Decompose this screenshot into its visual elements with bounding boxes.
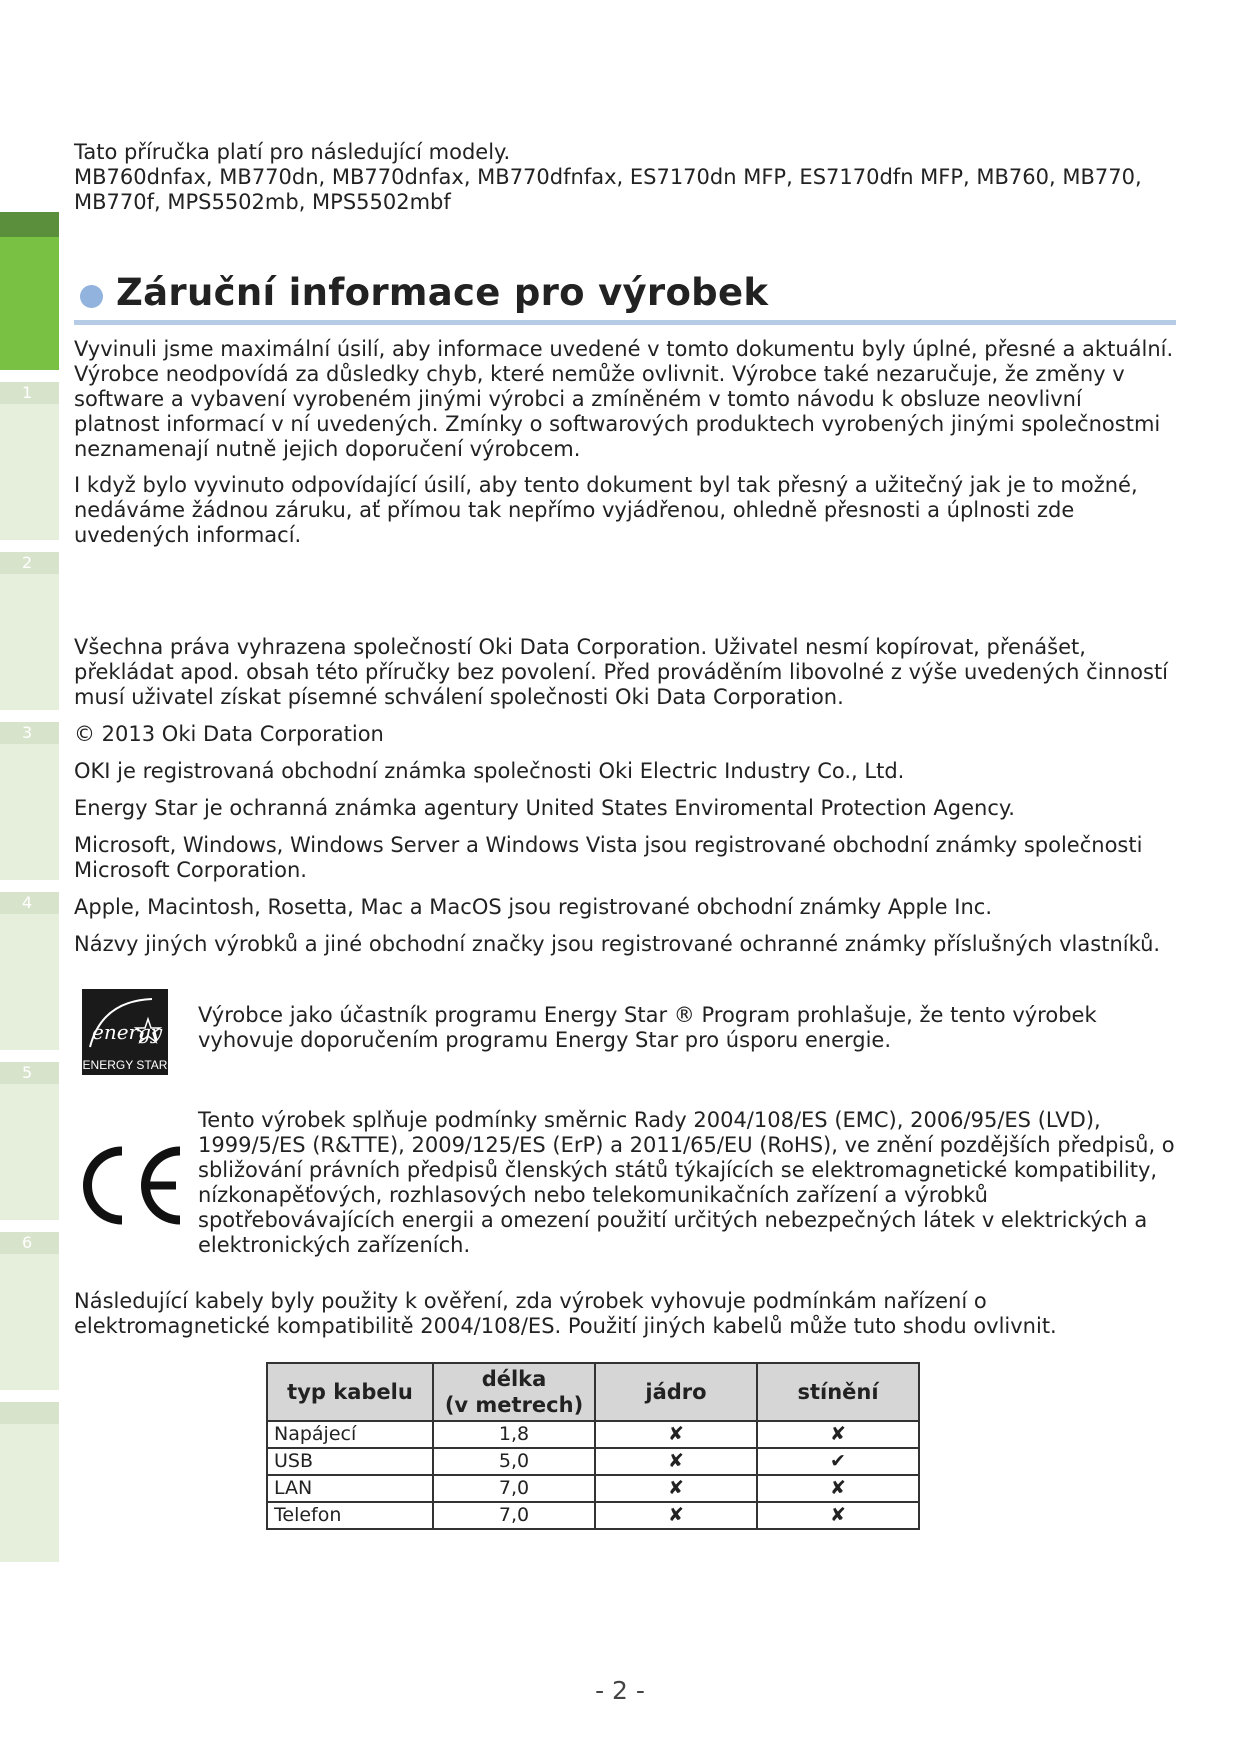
cell-shield-cross-icon: ✘ <box>757 1475 919 1502</box>
cables-table <box>266 1362 920 1530</box>
header-length-unit: (v metrech) <box>444 1393 584 1417</box>
energy-star-emblem-icon <box>82 989 168 1057</box>
oki-trademark: OKI je registrovaná obchodní známka společnosti Oki Electric Industry Co., Ltd. <box>74 759 905 783</box>
chapter-tab-number: 3 <box>0 722 59 744</box>
cell-core-cross-icon: ✘ <box>595 1502 757 1529</box>
cell-length: 5,0 <box>433 1448 595 1475</box>
chapter-tab-active[interactable] <box>0 212 59 370</box>
table-header-row <box>267 1363 919 1421</box>
copyright-line: © 2013 Oki Data Corporation <box>74 722 384 746</box>
cell-type: LAN <box>267 1475 433 1502</box>
apple-trademark: Apple, Macintosh, Rosetta, Mac a MacOS jsou registrované obchodní známky Apple Inc. <box>74 895 993 919</box>
chapter-tab-5[interactable] <box>0 1062 59 1220</box>
header-core: jádro <box>595 1363 757 1421</box>
cell-core-cross-icon: ✘ <box>595 1448 757 1475</box>
chapter-tab-number: 6 <box>0 1232 59 1254</box>
chapter-tab-number: 4 <box>0 892 59 914</box>
chapter-tab-6[interactable] <box>0 1232 59 1390</box>
cell-length: 7,0 <box>433 1502 595 1529</box>
header-length-label: délka <box>481 1367 547 1391</box>
ce-statement: Tento výrobek splňuje podmínky směrnic Rady 2004/108/ES (EMC), 2006/95/ES (LVD), 1999/5/ES (R&TTE), 2009/125/ES (ErP) a 2011/65/EU (RoHS), ve znění pozdějších předpisů, o sbližování právních předpisů členských států týkajících se elektromagnetické kompatibility, nízkonapěťových, rozhlasových nebo telekomunikačních zařízení a výrobků spotřebovávajících energii a omezení použití určitých nebezpečných látek v elektrických a elektronických zařízeních. <box>198 1108 1175 1257</box>
energy-star-trademark: Energy Star je ochranná známka agentury United States Enviromental Protection Agency. <box>74 796 1015 820</box>
table-row <box>267 1502 919 1529</box>
chapter-tab-active-bar <box>0 212 59 237</box>
cell-core-cross-icon: ✘ <box>595 1421 757 1448</box>
table-row <box>267 1448 919 1475</box>
cell-type: Telefon <box>267 1502 433 1529</box>
warranty-paragraph-1: Vyvinuli jsme maximální úsilí, aby informace uvedené v tomto dokumentu byly úplné, přesné a aktuální. Výrobce neodpovídá za důsledky chyb, které nemůže ovlivnit. Výrobce také nezaručuje, že změny v software a vybavení vyrobeném jinými výrobci a zmíněném v tomto návodu k obsluze neovlivní platnost informací v ní uvedených. Zmínky o softwarových produktech vyrobených jinými společnostmi neznamenají nutně jejich doporučení výrobcem. <box>74 337 1174 461</box>
heading-underline <box>74 320 1176 325</box>
header-type: typ kabelu <box>267 1363 433 1421</box>
energy-star-statement: Výrobce jako účastník programu Energy Star ® Program prohlašuje, že tento výrobek vyhovuje doporučením programu Energy Star pro úsporu energie. <box>198 1003 1097 1052</box>
cell-type: USB <box>267 1448 433 1475</box>
chapter-tab-4[interactable] <box>0 892 59 1050</box>
models-list-line-1: MB760dnfax, MB770dn, MB770dnfax, MB770dfnfax, ES7170dn MFP, ES7170dfn MFP, MB760, MB770, <box>74 165 1142 189</box>
cables-intro: Následující kabely byly použity k ověření, zda výrobek vyhovuje podmínkám nařízení o elektromagnetické kompatibilitě 2004/108/ES. Použití jiných kabelů může tuto shodu ovlivnit. <box>74 1289 1057 1338</box>
section-title: Záruční informace pro výrobek <box>116 271 769 314</box>
chapter-tab-1[interactable] <box>0 382 59 540</box>
header-shield: stínění <box>757 1363 919 1421</box>
energy-star-logo <box>82 989 168 1075</box>
section-heading <box>74 268 1176 324</box>
cell-shield-cross-icon: ✘ <box>757 1421 919 1448</box>
rights-paragraph: Všechna práva vyhrazena společností Oki Data Corporation. Uživatel nesmí kopírovat, přenášet, překládat apod. obsah této příručky bez povolení. Před prováděním libovolné z výše uvedených činností musí uživatel získat písemné schválení společnosti Oki Data Corporation. <box>74 635 1169 709</box>
microsoft-trademark: Microsoft, Windows, Windows Server a Windows Vista jsou registrované obchodní známky společnosti Microsoft Corporation. <box>74 833 1143 882</box>
warranty-paragraph-2: I když bylo vyvinuto odpovídající úsilí, aby tento dokument byl tak přesný a užitečný jak je to možné, nedáváme žádnou záruku, ať přímou tak nepřímo vyjádřenou, ohledně přesnosti a úplnosti zde uvedených informací. <box>74 473 1138 547</box>
chapter-tab-2[interactable] <box>0 552 59 710</box>
chapter-tab-3[interactable] <box>0 722 59 880</box>
models-intro: Tato příručka platí pro následující modely. <box>74 140 511 164</box>
header-length <box>433 1363 595 1421</box>
table-row <box>267 1475 919 1502</box>
cell-core-cross-icon: ✘ <box>595 1475 757 1502</box>
models-list-line-2: MB770f, MPS5502mb, MPS5502mbf <box>74 190 451 214</box>
cell-shield-check-icon: ✔ <box>757 1448 919 1475</box>
cell-shield-cross-icon: ✘ <box>757 1502 919 1529</box>
chapter-tab-index[interactable] <box>0 1402 59 1562</box>
energy-star-logo-text: ENERGY STAR <box>82 1058 168 1072</box>
chapter-tab-index-bar <box>0 1402 59 1424</box>
page-number: - 2 - <box>595 1676 645 1705</box>
chapter-tab-number: 2 <box>0 552 59 574</box>
chapter-tab-number: 1 <box>0 382 59 404</box>
cell-length: 7,0 <box>433 1475 595 1502</box>
energy-star-script: energy <box>92 1020 163 1044</box>
cell-length: 1,8 <box>433 1421 595 1448</box>
bullet-dot-icon <box>80 285 103 308</box>
other-trademarks: Názvy jiných výrobků a jiné obchodní značky jsou registrované ochranné známky příslušných vlastníků. <box>74 932 1161 956</box>
table-row <box>267 1421 919 1448</box>
chapter-tab-number: 5 <box>0 1062 59 1084</box>
cell-type: Napájecí <box>267 1421 433 1448</box>
ce-mark-icon <box>80 1143 188 1228</box>
